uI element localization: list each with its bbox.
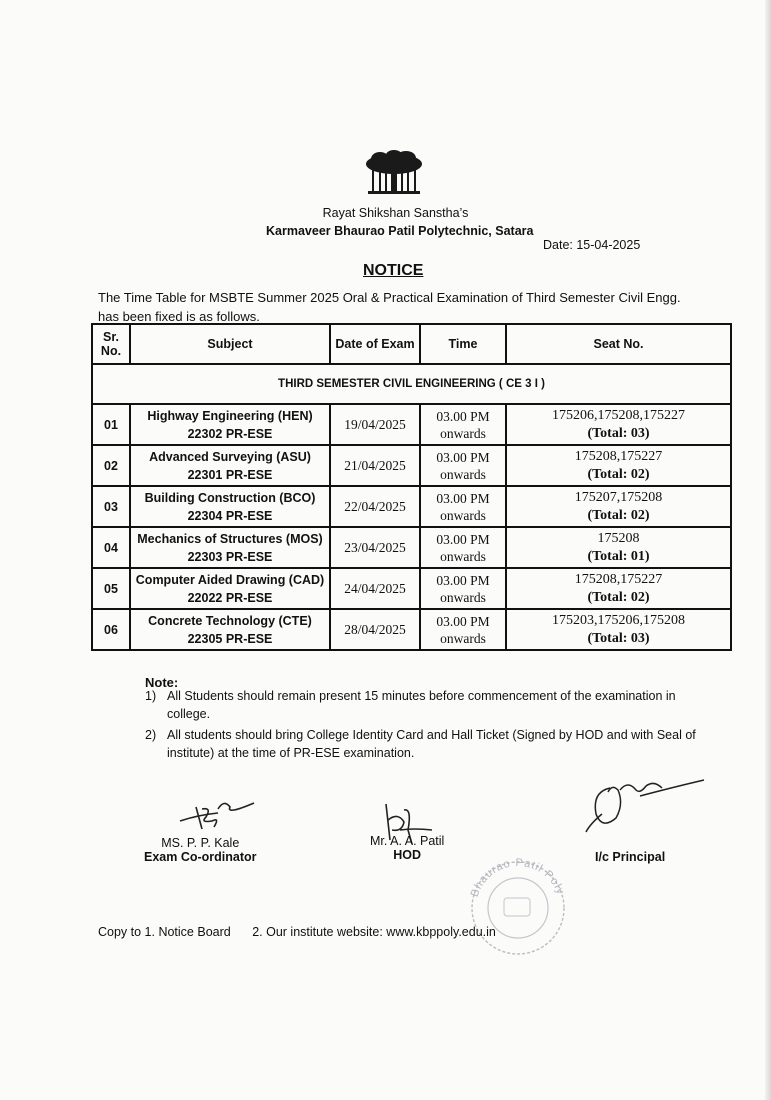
row-seat-total: (Total: 01) <box>587 548 650 564</box>
footer-website: 2. Our institute website: www.kbppoly.edu.in <box>252 925 496 939</box>
row-subject: Mechanics of Structures (MOS) 22303 PR-ESE <box>130 527 330 568</box>
row-seat-numbers: 175207,175208 <box>574 489 663 505</box>
row-date: 24/04/2025 <box>330 568 420 609</box>
row-date: 19/04/2025 <box>330 404 420 445</box>
header-seat: Seat No. <box>506 324 731 364</box>
table-row <box>92 568 731 609</box>
row-seat-numbers: 175208,175227 <box>574 571 663 587</box>
row-time: 03.00 PM onwards <box>420 609 506 650</box>
note-text: All Students should remain present 15 minutes before commencement of the examination in college. <box>167 689 676 721</box>
row-seat-total: (Total: 02) <box>587 466 650 482</box>
note-number: 1) <box>145 689 157 703</box>
tree-logo-icon <box>362 150 426 198</box>
footer-copy: Copy to 1. Notice Board <box>98 925 231 939</box>
header-subject: Subject <box>130 324 330 364</box>
patil-role: HOD <box>393 848 422 862</box>
table-row <box>92 486 731 527</box>
footer <box>98 925 496 939</box>
row-subject: Concrete Technology (CTE) 22305 PR-ESE <box>130 609 330 650</box>
principal-role: I/c Principal <box>595 850 666 864</box>
note-item <box>145 726 705 762</box>
header-time: Time <box>420 324 506 364</box>
institute-seal-icon <box>460 852 576 956</box>
page-edge <box>765 0 771 1100</box>
semester-row <box>92 364 731 404</box>
row-seat <box>506 404 731 445</box>
row-time: 03.00 PM onwards <box>420 486 506 527</box>
patil-name: Mr. A. A. Patil <box>370 834 445 848</box>
note-item <box>145 687 705 723</box>
row-date: 28/04/2025 <box>330 609 420 650</box>
row-subject: Building Construction (BCO) 22304 PR-ESE <box>130 486 330 527</box>
table-row <box>92 445 731 486</box>
table-row <box>92 527 731 568</box>
row-seat-total: (Total: 02) <box>587 589 650 605</box>
kale-role: Exam Co-ordinator <box>144 850 257 864</box>
note-number: 2) <box>145 728 157 742</box>
row-seat <box>506 609 731 650</box>
note-heading: Note: <box>145 675 179 690</box>
row-subject: Advanced Surveying (ASU) 22301 PR-ESE <box>130 445 330 486</box>
row-sr: 02 <box>92 445 130 486</box>
row-sr: 06 <box>92 609 130 650</box>
kale-signature-icon <box>178 795 258 835</box>
signatory-principal <box>595 850 665 864</box>
principal-signature-icon <box>580 770 710 840</box>
row-seat <box>506 445 731 486</box>
signatory-patil <box>370 834 444 862</box>
row-date: 22/04/2025 <box>330 486 420 527</box>
row-sr: 05 <box>92 568 130 609</box>
row-time: 03.00 PM onwards <box>420 445 506 486</box>
table-row <box>92 404 731 445</box>
signatory-kale <box>144 836 257 864</box>
college-name: Karmaveer Bhaurao Patil Polytechnic, Satara <box>266 224 534 238</box>
row-subject: Computer Aided Drawing (CAD) 22022 PR-ESE <box>130 568 330 609</box>
notice-title: NOTICE <box>363 262 424 279</box>
row-seat <box>506 527 731 568</box>
intro-text: The Time Table for MSBTE Summer 2025 Oral & Practical Examination of Third Semester Civil Engg. has been fixed is as follows. <box>98 290 681 324</box>
sanstha-name: Rayat Shikshan Sanstha’s <box>322 206 469 220</box>
semester-label: THIRD SEMESTER CIVIL ENGINEERING ( CE 3 I ) <box>92 364 731 404</box>
row-seat-numbers: 175203,175206,175208 <box>552 612 685 628</box>
row-sr: 04 <box>92 527 130 568</box>
header-sr: Sr. No. <box>92 324 130 364</box>
table-header-row <box>92 324 731 364</box>
row-sr: 01 <box>92 404 130 445</box>
row-seat <box>506 568 731 609</box>
table-row <box>92 609 731 650</box>
row-date: 21/04/2025 <box>330 445 420 486</box>
row-seat-total: (Total: 03) <box>587 630 650 646</box>
notes-list <box>145 687 705 765</box>
row-seat-total: (Total: 03) <box>587 425 650 441</box>
row-seat-total: (Total: 02) <box>587 507 650 523</box>
header-date: Date of Exam <box>330 324 420 364</box>
row-seat-numbers: 175206,175208,175227 <box>552 407 685 423</box>
row-subject: Highway Engineering (HEN) 22302 PR-ESE <box>130 404 330 445</box>
notice-date: Date: 15-04-2025 <box>543 238 641 252</box>
note-text: All students should bring College Identity Card and Hall Ticket (Signed by HOD and with Seal of institute) at the time of PR-ESE examination. <box>167 728 696 760</box>
row-seat-numbers: 175208,175227 <box>574 448 663 464</box>
row-time: 03.00 PM onwards <box>420 568 506 609</box>
seal-text: Bhaurao Patil Poly <box>468 856 567 899</box>
row-sr: 03 <box>92 486 130 527</box>
row-seat <box>506 486 731 527</box>
row-time: 03.00 PM onwards <box>420 527 506 568</box>
row-date: 23/04/2025 <box>330 527 420 568</box>
kale-name: MS. P. P. Kale <box>161 836 240 850</box>
row-time: 03.00 PM onwards <box>420 404 506 445</box>
timetable <box>91 323 732 651</box>
row-seat-numbers: 175208 <box>597 530 640 546</box>
